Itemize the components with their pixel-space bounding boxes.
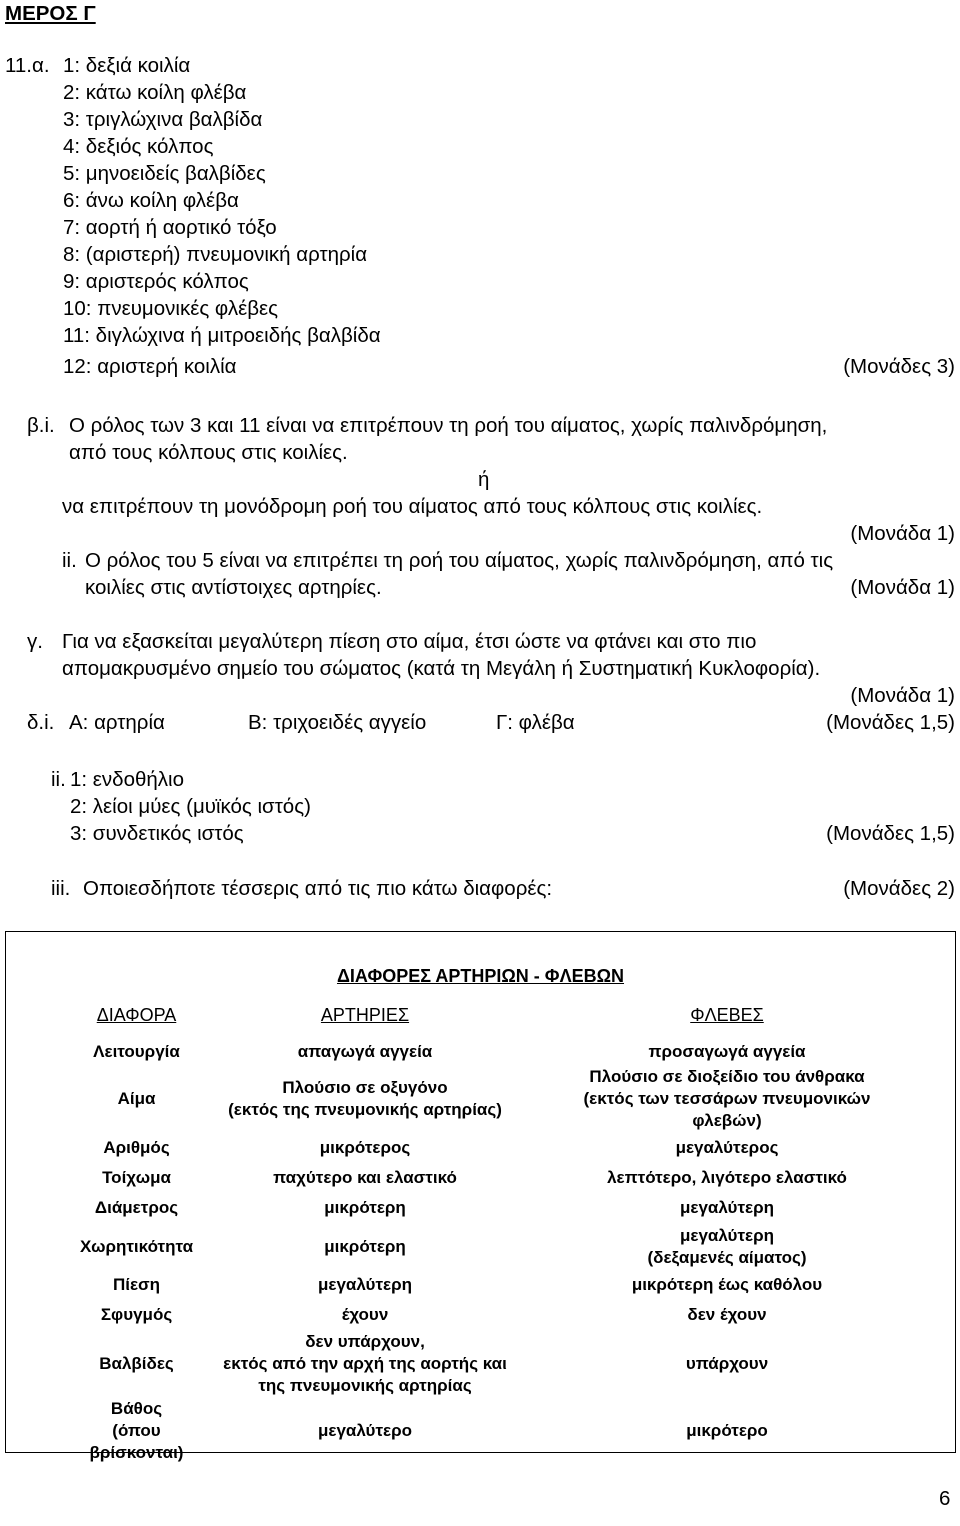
table-cell: [63, 1193, 210, 1223]
table-cell-line: υπάρχουν: [685, 1354, 769, 1373]
table-cell-line: μεγαλύτερη: [679, 1225, 775, 1245]
table-cell: [520, 1163, 934, 1193]
q11a-prefix: 11.α.: [5, 54, 50, 77]
q11d-iii-text: Οποιεσδήποτε τέσσερις από τις πιο κάτω διαφορές:: [83, 877, 553, 900]
table-cell-line: εκτός από την αρχή της αορτής και: [223, 1354, 507, 1373]
q11b-ii-marks: (Μονάδα 1): [850, 576, 955, 599]
table-cell-line: Πλούσιο σε οξυγόνο: [282, 1078, 448, 1097]
table-cell: [520, 1270, 934, 1300]
table-cell-line: μεγαλύτερη: [317, 1275, 413, 1294]
table-row: [63, 1300, 934, 1330]
table-cell-line: δεν υπάρχουν,: [305, 1332, 425, 1351]
table-cell-line: μικρότερος: [319, 1138, 411, 1157]
table-cell: [63, 1398, 210, 1464]
q11d-i-a: Α: αρτηρία: [69, 711, 165, 734]
table-row: [63, 1065, 934, 1133]
q11g-line1: Για να εξασκείται μεγαλύτερη πίεση στο αίμα, έτσι ώστε να φτάνει και στο πιο: [62, 630, 757, 653]
page-number: 6: [939, 1487, 951, 1510]
table-cell-line: Βάθος: [110, 1399, 163, 1418]
differences-table-box: [5, 931, 956, 1462]
q11a-item: 12: αριστερή κοιλία: [63, 355, 237, 378]
table-cell: [210, 1038, 520, 1065]
table-row: [63, 1163, 934, 1193]
table-cell-line: Σφυγμός: [100, 1305, 173, 1324]
table-cell: [520, 1223, 934, 1270]
table-cell-line: δεν έχουν: [687, 1305, 767, 1324]
table-cell-line: έχουν: [341, 1305, 389, 1324]
table-cell: [520, 1398, 934, 1464]
table-cell-line: Αίμα: [117, 1089, 156, 1108]
q11d-ii-item1: 1: ενδοθήλιο: [70, 768, 185, 791]
q11d-ii-item2: 2: λείοι μύες (μυϊκός ιστός): [70, 795, 311, 818]
q11a-item: 8: (αριστερή) πνευμονική αρτηρία: [63, 243, 368, 266]
table-cell: [210, 1065, 520, 1133]
table-row: [63, 1223, 934, 1270]
table-cell: [63, 1270, 210, 1300]
table-cell-line: (όπου βρίσκονται): [89, 1421, 184, 1462]
q11a-item: 7: αορτή ή αορτικό τόξο: [63, 216, 277, 239]
q11a-item: 4: δεξιός κόλπος: [63, 135, 214, 158]
q11b-i-or: ή: [478, 468, 490, 491]
table-cell-line: μεγαλύτερη: [679, 1198, 775, 1217]
q11a-marks: (Μονάδες 3): [843, 355, 955, 378]
table-spacer: [63, 1028, 934, 1038]
table-header-label: ΑΡΤΗΡΙΕΣ: [320, 1004, 410, 1025]
q11d-i-c: Γ: φλέβα: [496, 711, 575, 734]
table-cell-line: μεγαλύτερος: [675, 1138, 779, 1157]
q11a-item: 2: κάτω κοίλη φλέβα: [63, 81, 247, 104]
q11b-i-marks: (Μονάδα 1): [850, 522, 955, 545]
table-cell-line: (εκτός των τεσσάρων πνευμονικών: [583, 1089, 871, 1108]
table-cell-line: Χωρητικότητα: [79, 1236, 194, 1256]
table-cell-line: προσαγωγά αγγεία: [648, 1041, 806, 1061]
table-row: [63, 1398, 934, 1464]
q11d-i-marks: (Μονάδες 1,5): [826, 711, 955, 734]
q11a-item: 11: διγλώχινα ή μιτροειδής βαλβίδα: [63, 324, 381, 347]
table-cell: [520, 1133, 934, 1163]
table-cell: [210, 1398, 520, 1464]
table-cell-line: Διάμετρος: [94, 1198, 179, 1217]
table-cell: [63, 1065, 210, 1133]
table-row: [63, 1193, 934, 1223]
table-cell: [63, 1330, 210, 1398]
table-cell-line: της πνευμονικής αρτηρίας: [258, 1376, 472, 1395]
q11b-ii-line2: κοιλίες στις αντίστοιχες αρτηρίες.: [85, 576, 382, 599]
table-cell: [210, 1330, 520, 1398]
table-cell-line: Βαλβίδες: [99, 1354, 174, 1373]
table-cell: [63, 1038, 210, 1065]
table-cell: [63, 1300, 210, 1330]
table-row: [63, 1038, 934, 1065]
table-cell: [520, 1038, 934, 1065]
table-header-label: ΦΛΕΒΕΣ: [690, 1004, 764, 1025]
q11d-i-prefix: δ.i.: [27, 711, 55, 734]
q11d-i-b: Β: τριχοειδές αγγείο: [248, 711, 427, 734]
table-cell-line: Αριθμός: [103, 1138, 170, 1157]
table-cell: [63, 1163, 210, 1193]
q11a-item: 1: δεξιά κοιλία: [63, 54, 191, 77]
section-heading: ΜΕΡΟΣ Γ: [5, 2, 96, 25]
table-cell-line: μικρότερο: [686, 1421, 768, 1440]
table-cell-line: (δεξαμενές αίματος): [647, 1247, 807, 1267]
table-row: [63, 1330, 934, 1398]
table-cell-line: φλεβών): [692, 1111, 762, 1130]
q11a-item: 5: μηνοειδείς βαλβίδες: [63, 162, 266, 185]
q11b-ii-prefix: ii.: [62, 549, 77, 572]
table-header-cell: [520, 1001, 934, 1028]
table-cell-line: Τοίχωμα: [102, 1168, 171, 1187]
q11b-i-line3: να επιτρέπουν τη μονόδρομη ροή του αίματος από τους κόλπους στις κοιλίες.: [62, 495, 763, 518]
table-cell-line: (εκτός της πνευμονικής αρτηρίας): [228, 1100, 502, 1119]
table-cell-line: λεπτότερο, λιγότερο ελαστικό: [607, 1168, 847, 1187]
q11g-line2: απομακρυσμένο σημείο του σώματος (κατά τη Μεγάλη ή Συστηματική Κυκλοφορία).: [62, 657, 821, 680]
table-cell-line: Λειτουργία: [93, 1041, 180, 1061]
table-cell-line: μικρότερη έως καθόλου: [631, 1275, 823, 1294]
table-cell-line: παχύτερο και ελαστικό: [273, 1168, 457, 1187]
table-header-cell: [210, 1001, 520, 1028]
q11b-i-line1: Ο ρόλος των 3 και 11 είναι να επιτρέπουν τη ροή του αίματος, χωρίς παλινδρόμηση,: [69, 414, 828, 437]
q11a-item: 3: τριγλώχινα βαλβίδα: [63, 108, 263, 131]
table-cell-line: Πλούσιο σε διοξείδιο του άνθρακα: [589, 1067, 865, 1086]
table-title: ΔΙΑΦΟΡΕΣ ΑΡΤΗΡΙΩΝ - ΦΛΕΒΩΝ: [336, 966, 625, 986]
table-header-cell: [63, 1001, 210, 1028]
table-row: [63, 1133, 934, 1163]
q11a-item: 9: αριστερός κόλπος: [63, 270, 249, 293]
table-row: [63, 1270, 934, 1300]
table-cell: [210, 1193, 520, 1223]
table-cell: [210, 1133, 520, 1163]
q11b-i-prefix: β.i.: [27, 414, 55, 437]
table-cell: [520, 1065, 934, 1133]
table-cell-line: Πίεση: [112, 1275, 161, 1294]
table-header-label: ΔΙΑΦΟΡΑ: [96, 1004, 177, 1025]
q11d-iii-marks: (Μονάδες 2): [843, 877, 955, 900]
table-cell: [210, 1300, 520, 1330]
table-header-row: [63, 1001, 934, 1028]
table-cell: [210, 1223, 520, 1270]
q11d-ii-item3: 3: συνδετικός ιστός: [70, 822, 244, 845]
table-cell: [210, 1270, 520, 1300]
q11d-iii-prefix: iii.: [51, 877, 71, 900]
q11b-i-line2: από τους κόλπους στις κοιλίες.: [69, 441, 348, 464]
q11d-ii-prefix: ii.: [51, 768, 66, 791]
q11g-marks: (Μονάδα 1): [850, 684, 955, 707]
q11b-ii-line1: Ο ρόλος του 5 είναι να επιτρέπει τη ροή του αίματος, χωρίς παλινδρόμηση, από τις: [85, 549, 834, 572]
table-cell: [520, 1300, 934, 1330]
table-cell-line: μικρότερη: [324, 1198, 406, 1217]
table-cell: [520, 1193, 934, 1223]
table-cell: [63, 1133, 210, 1163]
table-cell-line: μεγαλύτερο: [317, 1421, 413, 1440]
table-cell-line: απαγωγά αγγεία: [297, 1041, 433, 1061]
q11a-item: 10: πνευμονικές φλέβες: [63, 297, 279, 320]
table-cell: [63, 1223, 210, 1270]
q11a-item: 6: άνω κοίλη φλέβα: [63, 189, 239, 212]
table-cell: [210, 1163, 520, 1193]
table-cell-line: μικρότερη: [324, 1236, 406, 1256]
table-cell: [520, 1330, 934, 1398]
q11d-ii-marks: (Μονάδες 1,5): [826, 822, 955, 845]
differences-table: [63, 1001, 934, 1464]
q11g-prefix: γ.: [27, 630, 43, 653]
